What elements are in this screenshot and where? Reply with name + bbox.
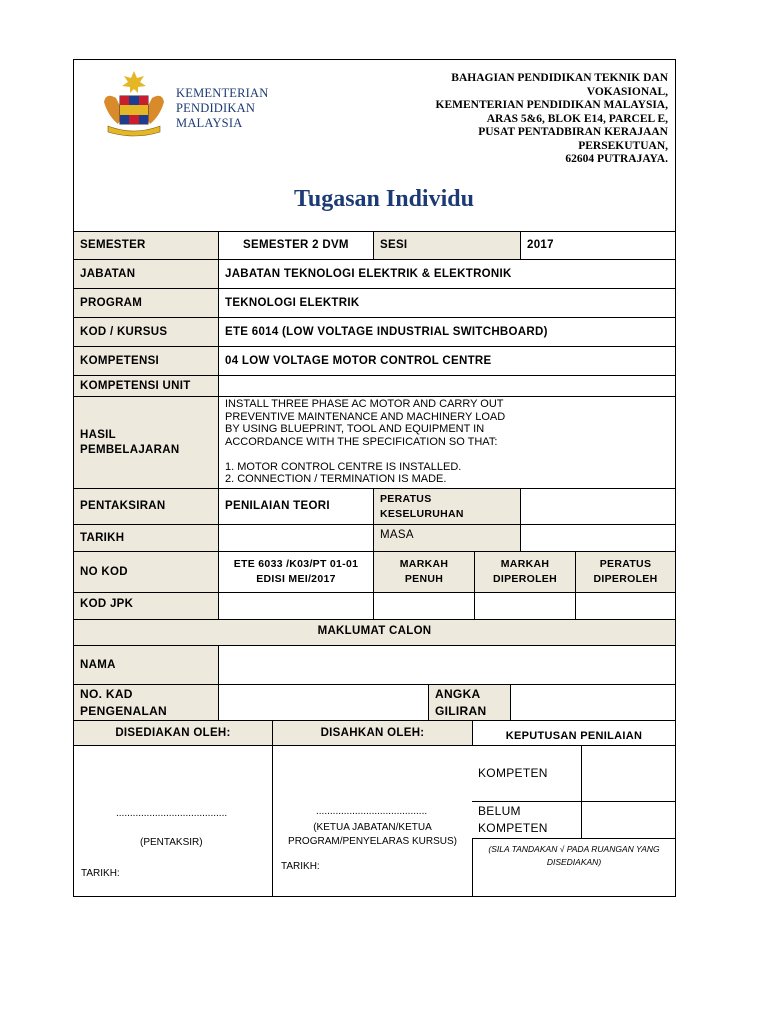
- address-line: VOKASIONAL,: [586, 85, 668, 98]
- hasil-pembelajaran-value: INSTALL THREE PHASE AC MOTOR AND CARRY OUT PREVENTIVE MAINTENANCE AND MACHINERY LOAD BY USING BLUEPRINT, TOOL AND EQUIPMENT IN ACCORDANCE WITH THE SPECIFICATION SO THAT: 1. MOTOR CONTROL CENTRE IS INSTALLED. 2. CONNECTION / TERMINATION IS MADE.: [218, 396, 676, 489]
- no-kod-value: [218, 551, 374, 593]
- pentaksir-tarikh: TARIKH:: [81, 868, 120, 879]
- no-kad-line: PENGENALAN: [80, 703, 168, 718]
- angka-giliran-line: ANGKA: [435, 686, 481, 701]
- address-line: BAHAGIAN PENDIDIKAN TEKNIK DAN: [451, 72, 668, 84]
- address-line: PERSEKUTUAN,: [578, 139, 668, 152]
- kompetensi-value: 04 LOW VOLTAGE MOTOR CONTROL CENTRE: [218, 346, 676, 376]
- belum-kompeten-line: KOMPETEN: [478, 821, 548, 835]
- no-kad-pengenalan-label: [73, 684, 219, 721]
- ministry-line: MALAYSIA: [176, 116, 243, 130]
- markah-penuh-value: [373, 592, 475, 620]
- peratus-keseluruhan-value: [520, 488, 676, 525]
- ketua-title-line: (KETUA JABATAN/KETUA: [313, 822, 432, 833]
- keputusan-penilaian-label: KEPUTUSAN PENILAIAN: [472, 720, 676, 746]
- semester-label: SEMESTER: [73, 231, 219, 260]
- disahkan-oleh-label: DISAHKAN OLEH:: [272, 720, 473, 746]
- hasil-pembelajaran-label: HASIL PEMBELAJARAN: [73, 396, 219, 489]
- no-kad-line: NO. KAD: [80, 686, 133, 701]
- belum-kompeten-label: [472, 801, 582, 839]
- no-kad-pengenalan-value: [218, 684, 429, 721]
- belum-kompeten-line: BELUM: [478, 804, 521, 818]
- ministry-name: [176, 86, 268, 131]
- program-label: PROGRAM: [73, 288, 219, 318]
- address-line: 62604 PUTRAJAYA.: [565, 153, 668, 165]
- ministry-line: KEMENTERIAN: [176, 86, 269, 100]
- address-line: PUSAT PENTADBIRAN KERAJAAN: [478, 126, 668, 138]
- jabatan-label: JABATAN: [73, 259, 219, 289]
- pentaksir-title: (PENTAKSIR): [140, 837, 203, 848]
- kompeten-label: KOMPETEN: [472, 745, 582, 802]
- coat-of-arms-logo: [98, 68, 170, 138]
- kompetensi-unit-label: KOMPETENSI UNIT: [73, 375, 219, 397]
- address-line: KEMENTERIAN PENDIDIKAN MALAYSIA,: [435, 99, 668, 111]
- angka-giliran-value: [510, 684, 676, 721]
- tandakan-note-line: (SILA TANDAKAN √ PADA RUANGAN YANG: [488, 844, 660, 854]
- peratus-keseluruhan-label: PERATUS KESELURUHAN: [373, 488, 521, 525]
- jabatan-value: JABATAN TEKNOLOGI ELEKTRIK & ELEKTRONIK: [218, 259, 676, 289]
- kod-jpk-value: [218, 592, 374, 620]
- no-kod-line: EDISI MEI/2017: [256, 573, 336, 585]
- document-title: Tugasan Individu: [294, 186, 474, 212]
- nama-value: [218, 645, 676, 685]
- kod-kursus-label: KOD / KURSUS: [73, 317, 219, 347]
- angka-giliran-line: GILIRAN: [435, 703, 487, 718]
- ketua-signature-line: ........................................: [316, 806, 428, 817]
- masa-value: [520, 524, 676, 552]
- pentaksiran-label: PENTAKSIRAN: [73, 488, 219, 525]
- ketua-tarikh: TARIKH:: [281, 861, 320, 872]
- tandakan-note: [476, 843, 672, 869]
- tandakan-note-line: DISEDIAKAN): [546, 857, 602, 867]
- kompetensi-label: KOMPETENSI: [73, 346, 219, 376]
- tarikh-value: [218, 524, 374, 552]
- kod-jpk-label: KOD JPK: [73, 592, 219, 620]
- program-value: TEKNOLOGI ELEKTRIK: [218, 288, 676, 318]
- pentaksir-signature-line: ........................................: [116, 808, 228, 819]
- markah-penuh-label: MARKAH PENUH: [373, 551, 475, 593]
- semester-value: SEMESTER 2 DVM: [218, 231, 374, 260]
- sesi-value: 2017: [520, 231, 676, 260]
- angka-giliran-label: [428, 684, 511, 721]
- sesi-label: SESI: [373, 231, 521, 260]
- ketua-title: [272, 821, 473, 849]
- peratus-diperoleh-value: [575, 592, 676, 620]
- kompeten-checkbox[interactable]: [581, 745, 676, 802]
- address-line: ARAS 5&6, BLOK E14, PARCEL E,: [486, 112, 668, 125]
- address-block: [436, 72, 668, 167]
- markah-diperoleh-value: [474, 592, 576, 620]
- markah-diperoleh-label: MARKAH DIPEROLEH: [474, 551, 576, 593]
- ministry-line: PENDIDIKAN: [176, 101, 256, 115]
- tarikh-label: TARIKH: [73, 524, 219, 552]
- kompetensi-unit-value: [218, 375, 676, 397]
- belum-kompeten-checkbox[interactable]: [581, 801, 676, 839]
- nama-label: NAMA: [73, 645, 219, 685]
- disediakan-oleh-label: DISEDIAKAN OLEH:: [73, 720, 273, 746]
- pentaksiran-value: PENILAIAN TEORI: [218, 488, 374, 525]
- ketua-title-line: PROGRAM/PENYELARAS KURSUS): [288, 836, 457, 847]
- peratus-diperoleh-label: PERATUS DIPEROLEH: [575, 551, 676, 593]
- kod-kursus-value: ETE 6014 (LOW VOLTAGE INDUSTRIAL SWITCHBOARD): [218, 317, 676, 347]
- no-kod-line: ETE 6033 /K03/PT 01-01: [233, 558, 359, 570]
- masa-label: MASA: [373, 524, 521, 552]
- maklumat-calon-header: MAKLUMAT CALON: [73, 619, 676, 646]
- no-kod-label: NO KOD: [73, 551, 219, 593]
